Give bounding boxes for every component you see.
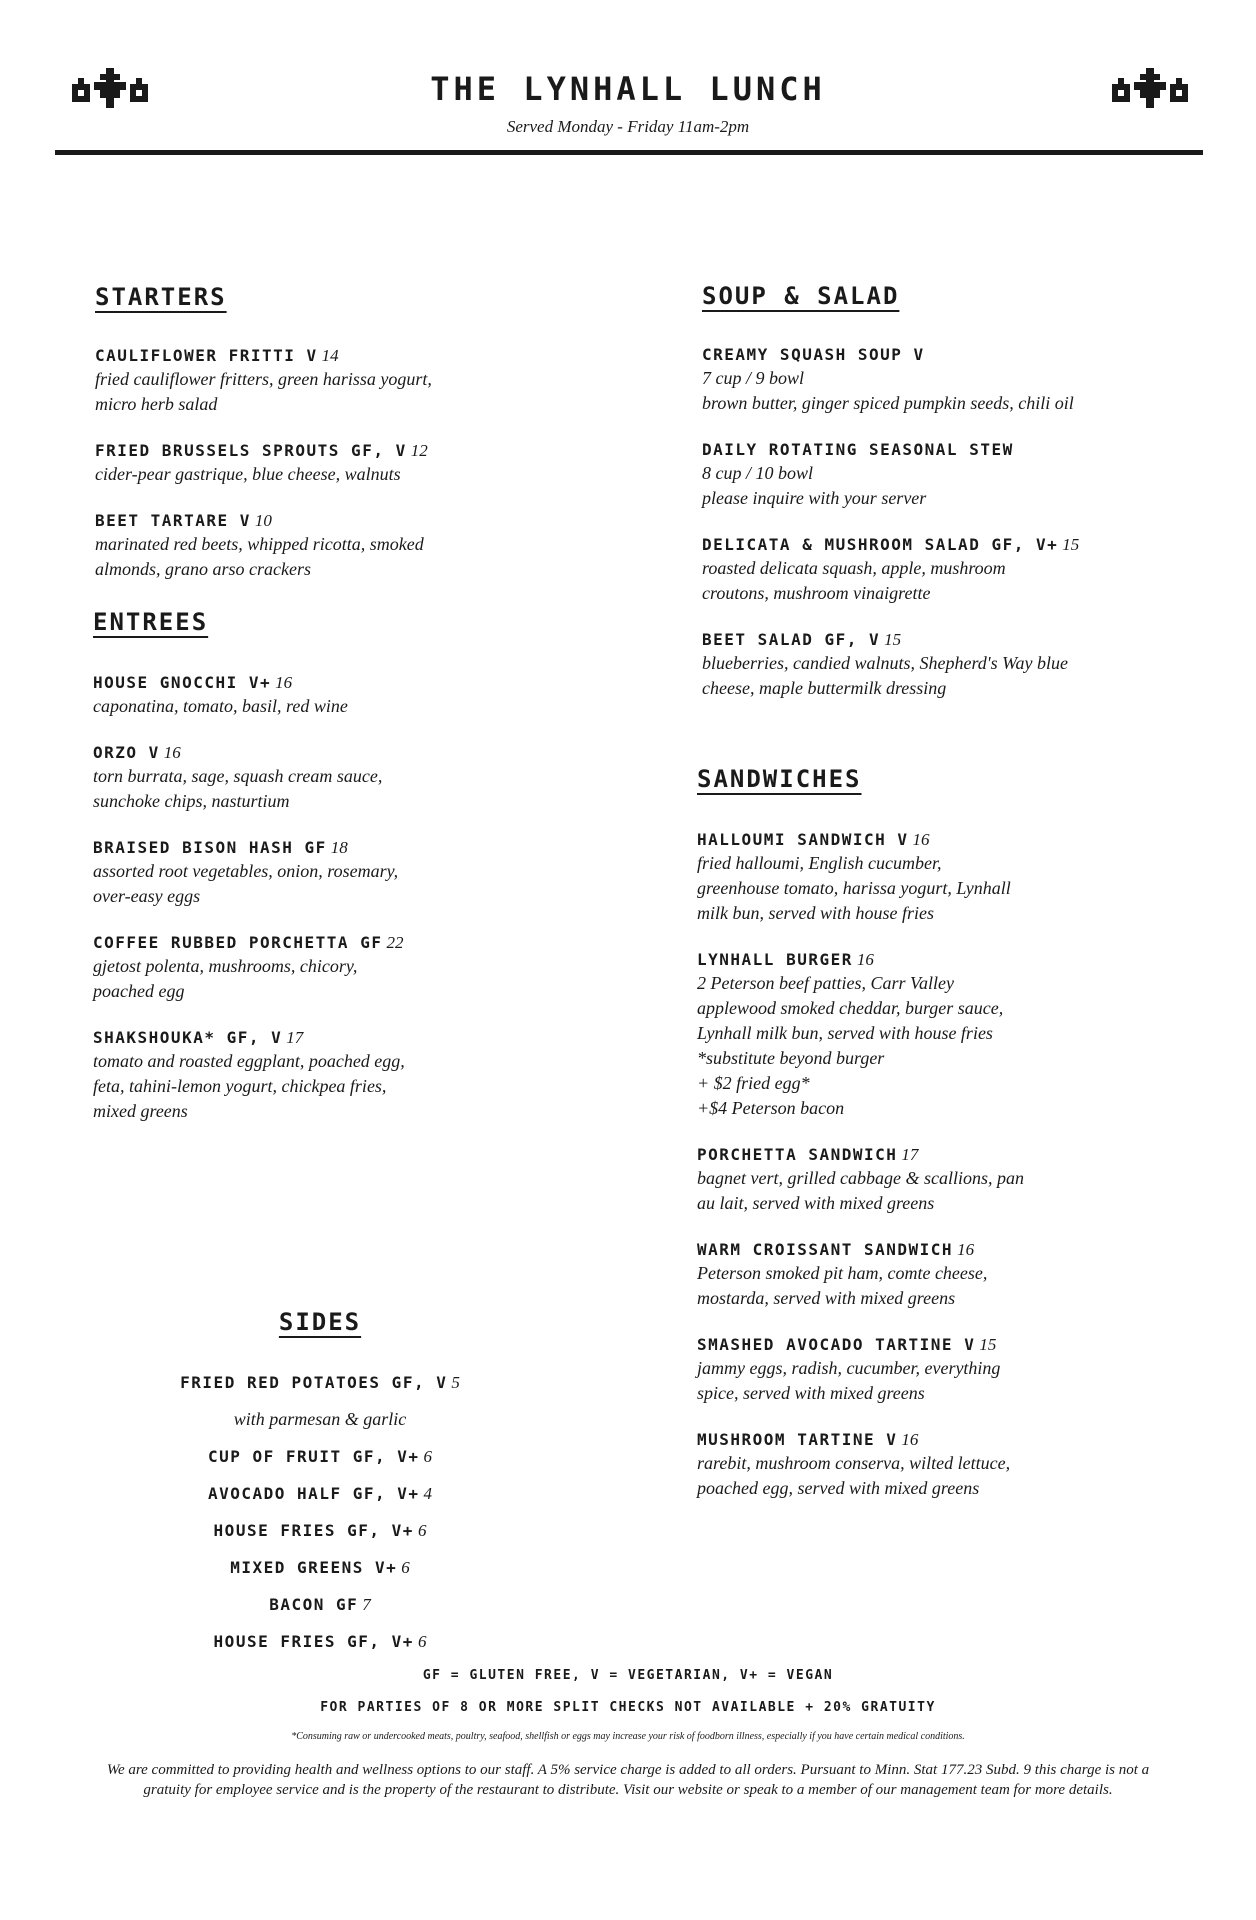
- menu-item-title: BRAISED BISON HASH GF: [93, 838, 327, 857]
- menu-item-price: 17: [901, 1145, 919, 1164]
- section-heading: STARTERS: [95, 283, 227, 311]
- service-charge-note: We are committed to providing health and wellness options to our staff. A 5% service charge is added to all orders. Pursuant to Minn. Stat 177.23 Subd. 9 this charge is not a gratuity for employee service and is the property of the restaurant to distribute. Visit our website or speak to a member of our management team for more details.: [106, 1762, 1150, 1798]
- menu-item-description: blueberries, candied walnuts, Shepherd's Way blue: [702, 653, 1068, 673]
- menu-item-description: mostarda, served with mixed greens: [697, 1288, 956, 1308]
- menu-item-description: mixed greens: [93, 1101, 188, 1121]
- menu-item: [93, 1027, 613, 1124]
- menu-item-price: 18: [330, 838, 348, 857]
- menu-item-price: 17: [286, 1028, 304, 1047]
- menu-item-description: roasted delicata squash, apple, mushroom: [702, 558, 1006, 578]
- side-item: [100, 1623, 540, 1660]
- entrees-section: [93, 608, 613, 1147]
- menu-item-title: HOUSE GNOCCHI V+: [93, 673, 272, 692]
- side-item-name: HOUSE FRIES GF, V+: [213, 1521, 414, 1540]
- soup-salad-section: [702, 282, 1222, 724]
- menu-item-description: cheese, maple buttermilk dressing: [702, 678, 947, 698]
- menu-item: [93, 837, 613, 909]
- menu-item-name: [93, 1027, 613, 1049]
- menu-item: [702, 344, 1222, 416]
- side-item-name: AVOCADO HALF GF, V+: [207, 1484, 420, 1503]
- menu-item-price: 15: [1062, 535, 1080, 554]
- menu-item-title: PORCHETTA SANDWICH: [697, 1145, 898, 1164]
- menu-item-name: [95, 345, 615, 367]
- side-item: [100, 1586, 540, 1623]
- menu-item-description: greenhouse tomato, harissa yogurt, Lynhall: [697, 878, 1011, 898]
- menu-item-description: bagnet vert, grilled cabbage & scallions, pan: [697, 1168, 1024, 1188]
- side-item-name: CUP OF FRUIT GF, V+: [207, 1447, 420, 1466]
- menu-item-title: DAILY ROTATING SEASONAL STEW: [702, 440, 1014, 459]
- menu-item-description: 2 Peterson beef patties, Carr Valley: [697, 973, 954, 993]
- page-subtitle: Served Monday - Friday 11am-2pm: [506, 117, 750, 136]
- menu-item-price: 10: [254, 511, 272, 530]
- section-heading: SANDWICHES: [697, 765, 862, 793]
- menu-item-description: jammy eggs, radish, cucumber, everything: [697, 1358, 1001, 1378]
- menu-item-description: feta, tahini-lemon yogurt, chickpea fries,: [93, 1076, 387, 1096]
- menu-item-description: tomato and roasted eggplant, poached egg,: [93, 1051, 405, 1071]
- menu-item: [702, 439, 1222, 511]
- side-item-price: 6: [417, 1632, 427, 1651]
- side-item-name: MIXED GREENS V+: [230, 1558, 398, 1577]
- menu-item: [93, 932, 613, 1004]
- menu-item-description: fried halloumi, English cucumber,: [697, 853, 942, 873]
- dietary-legend: GF = GLUTEN FREE, V = VEGETARIAN, V+ = VEGAN: [422, 1668, 834, 1683]
- menu-item-description: 8 cup / 10 bowl: [702, 463, 813, 483]
- side-item: [100, 1475, 540, 1512]
- menu-item-name: [697, 1239, 1217, 1261]
- menu-item-description: torn burrata, sage, squash cream sauce,: [93, 766, 383, 786]
- menu-item-price: 12: [410, 441, 428, 460]
- menu-item-price: 14: [321, 346, 339, 365]
- menu-item-description: almonds, grano arso crackers: [95, 559, 311, 579]
- menu-item-description: *substitute beyond burger: [697, 1048, 885, 1068]
- menu-item-description: poached egg, served with mixed greens: [697, 1478, 980, 1498]
- menu-item-name: [697, 1334, 1217, 1356]
- menu-item-description: marinated red beets, whipped ricotta, smoked: [95, 534, 424, 554]
- menu-item: [702, 534, 1222, 606]
- menu-item-description: gjetost polenta, mushrooms, chicory,: [93, 956, 358, 976]
- section-heading: SOUP & SALAD: [702, 282, 900, 310]
- side-item-name: FRIED RED POTATOES GF, V: [180, 1373, 448, 1392]
- menu-item: [697, 1429, 1217, 1501]
- sandwiches-section: [697, 765, 1217, 1524]
- menu-item-description: croutons, mushroom vinaigrette: [702, 583, 931, 603]
- menu-item-price: 22: [386, 933, 404, 952]
- side-item: [100, 1512, 540, 1549]
- section-heading: ENTREES: [93, 608, 209, 636]
- menu-item: [93, 672, 613, 719]
- menu-item-name: [702, 629, 1222, 651]
- menu-item-name: [95, 510, 615, 532]
- menu-item: [697, 1239, 1217, 1311]
- menu-item: [702, 629, 1222, 701]
- menu-item-description: please inquire with your server: [702, 488, 927, 508]
- menu-item-price: 16: [856, 950, 874, 969]
- menu-item: [93, 742, 613, 814]
- menu-item-title: LYNHALL BURGER: [697, 950, 853, 969]
- menu-item: [95, 510, 615, 582]
- menu-item-name: [95, 440, 615, 462]
- side-item-price: 5: [451, 1373, 460, 1392]
- page-title: THE LYNHALL LUNCH: [430, 70, 826, 108]
- side-item: [100, 1364, 540, 1401]
- menu-item-description: sunchoke chips, nasturtium: [93, 791, 290, 811]
- menu-item-title: BEET SALAD GF, V: [702, 630, 881, 649]
- menu-item-name: [697, 829, 1217, 851]
- side-item: [100, 1549, 540, 1586]
- menu-item-description: assorted root vegetables, onion, rosemary,: [93, 861, 399, 881]
- menu-item-name: [93, 932, 613, 954]
- menu-item-description: poached egg: [93, 981, 185, 1001]
- menu-item-name: [697, 949, 1217, 971]
- menu-item-title: CAULIFLOWER FRITTI V: [95, 346, 318, 365]
- menu-item-name: [93, 742, 613, 764]
- menu-item-description: Peterson smoked pit ham, comte cheese,: [697, 1263, 988, 1283]
- menu-item-name: [702, 534, 1222, 556]
- header-divider: [55, 150, 1203, 155]
- menu-item-description: cider-pear gastrique, blue cheese, walnuts: [95, 464, 401, 484]
- menu-item-price: 16: [901, 1430, 919, 1449]
- menu-item-name: [697, 1144, 1217, 1166]
- menu-item-title: COFFEE RUBBED PORCHETTA GF: [93, 933, 383, 952]
- menu-item: [95, 345, 615, 417]
- menu-item-description: +$4 Peterson bacon: [697, 1098, 845, 1118]
- menu-item-name: [702, 344, 1222, 366]
- menu-item-title: SMASHED AVOCADO TARTINE V: [697, 1335, 976, 1354]
- side-item-price: 6: [423, 1447, 433, 1466]
- menu-item-description: 7 cup / 9 bowl: [702, 368, 804, 388]
- menu-item-name: [93, 672, 613, 694]
- menu-item-name: [697, 1429, 1217, 1451]
- menu-item-description: caponatina, tomato, basil, red wine: [93, 696, 348, 716]
- menu-item-description: fried cauliflower fritters, green harissa yogurt,: [95, 369, 432, 389]
- menu-item-title: SHAKSHOUKA* GF, V: [93, 1028, 283, 1047]
- starters-section: [95, 283, 615, 605]
- menu-item: [697, 949, 1217, 1121]
- sides-section: [100, 1308, 540, 1660]
- menu-item-description: Lynhall milk bun, served with house fries: [697, 1023, 993, 1043]
- side-item-price: 6: [417, 1521, 427, 1540]
- menu-item: [95, 440, 615, 487]
- menu-item-price: 15: [979, 1335, 997, 1354]
- menu-item-description: + $2 fried egg*: [697, 1073, 810, 1093]
- menu-item-title: HALLOUMI SANDWICH V: [697, 830, 909, 849]
- menu-item-price: 16: [275, 673, 293, 692]
- menu-item: [697, 829, 1217, 926]
- side-item: [100, 1438, 540, 1475]
- menu-item: [697, 1144, 1217, 1216]
- menu-item-description: rarebit, mushroom conserva, wilted lettuce,: [697, 1453, 1011, 1473]
- menu-item-description: brown butter, ginger spiced pumpkin seeds, chili oil: [702, 393, 1074, 413]
- menu-item-title: MUSHROOM TARTINE V: [697, 1430, 898, 1449]
- menu-item-price: 16: [163, 743, 181, 762]
- menu-item-title: FRIED BRUSSELS SPROUTS GF, V: [95, 441, 407, 460]
- menu-item-price: 16: [957, 1240, 975, 1259]
- menu-item-title: WARM CROISSANT SANDWICH: [697, 1240, 954, 1259]
- menu-item-title: CREAMY SQUASH SOUP V: [702, 345, 925, 364]
- side-item-description: with parmesan & garlic: [233, 1409, 407, 1429]
- menu-item-description: over-easy eggs: [93, 886, 201, 906]
- menu-item-description: milk bun, served with house fries: [697, 903, 934, 923]
- party-policy: FOR PARTIES OF 8 OR MORE SPLIT CHECKS NOT AVAILABLE + 20% GRATUITY: [320, 1700, 936, 1715]
- menu-item-title: BEET TARTARE V: [95, 511, 251, 530]
- side-item-price: 6: [401, 1558, 410, 1577]
- menu-item-price: 16: [912, 830, 930, 849]
- side-item-name: HOUSE FRIES GF, V+: [213, 1632, 414, 1651]
- side-item-price: 7: [362, 1595, 371, 1614]
- side-item-price: 4: [423, 1484, 433, 1503]
- consumption-disclaimer: *Consuming raw or undercooked meats, poultry, seafood, shellfish or eggs may increase your risk of foodborn illness, especially if you have certain medical conditions.: [291, 1731, 965, 1742]
- menu-item-price: 15: [884, 630, 902, 649]
- side-item-name: BACON GF: [269, 1595, 359, 1614]
- menu-item-name: [93, 837, 613, 859]
- menu-item-title: DELICATA & MUSHROOM SALAD GF, V+: [702, 535, 1059, 554]
- section-heading: SIDES: [278, 1308, 362, 1336]
- menu-item-description: applewood smoked cheddar, burger sauce,: [697, 998, 1004, 1018]
- menu-item-description: micro herb salad: [95, 394, 218, 414]
- menu-item-description: au lait, served with mixed greens: [697, 1193, 935, 1213]
- menu-item-name: [702, 439, 1222, 461]
- menu-item-title: ORZO V: [93, 743, 160, 762]
- menu-item: [697, 1334, 1217, 1406]
- menu-item-description: spice, served with mixed greens: [697, 1383, 925, 1403]
